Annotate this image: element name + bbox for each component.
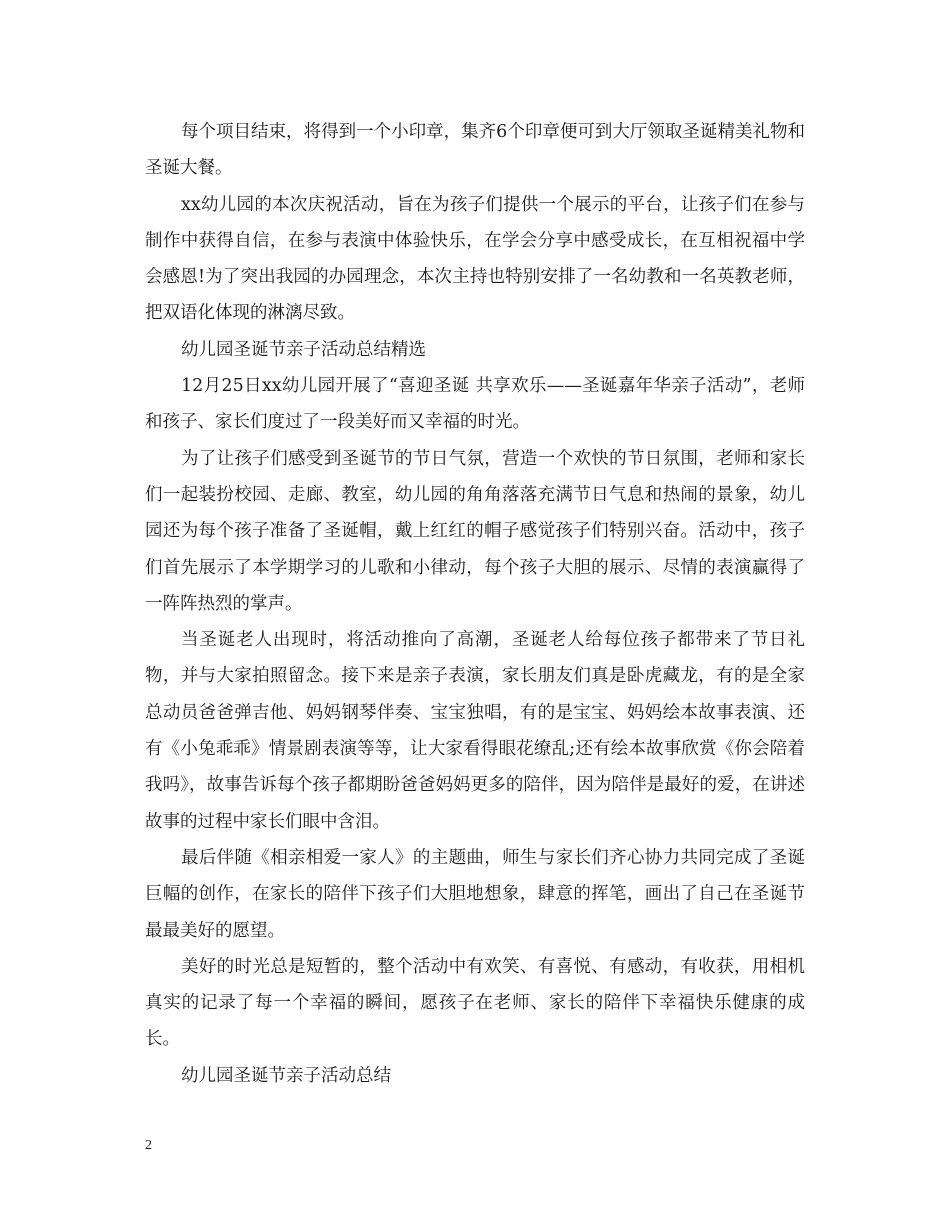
- paragraph-event-intro: 12月25日xx幼儿园开展了“喜迎圣诞 共享欢乐——圣诞嘉年华亲子活动”，老师和孩子、家长们度过了一段美好而又幸福的时光。: [145, 376, 805, 433]
- paragraph-santa-performances: 当圣诞老人出现时，将活动推向了高潮，圣诞老人给每位孩子都带来了节日礼物，并与大家拍照留念。接下来是亲子表演，家长朋友们真是卧虎藏龙，有的是全家总动员爸爸弹吉他、妈妈钢琴伴奏、宝宝独唱，有的是宝宝、妈妈绘本故事表演、还有《小兔乖乖》情景剧表演等等，让大家看得眼花缭乱;还有绘本故事欣赏《你会陪着我吗》，故事告诉每个孩子都期盼爸爸妈妈更多的陪伴，因为陪伴是最好的爱，在讲述故事的过程中家长们眼中含泪。: [145, 630, 805, 832]
- document-body: [145, 114, 805, 1094]
- paragraph-happy-moments: 美好的时光总是短暂的，整个活动中有欢笑、有喜悦、有感动，有收获，用相机真实的记录了每一个幸福的瞬间，愿孩子在老师、家长的陪伴下幸福快乐健康的成长。: [145, 956, 805, 1050]
- section-heading-summary-selected: 幼儿园圣诞节亲子活动总结精选: [181, 339, 426, 360]
- paragraph-festive-atmosphere: 为了让孩子们感受到圣诞节的节日气氛，营造一个欢快的节日氛围，老师和家长们一起装扮校园、走廊、教室，幼儿园的角角落落充满节日气息和热闹的景象，幼儿园还为每个孩子准备了圣诞帽，戴上红红的帽子感觉孩子们特别兴奋。活动中，孩子们首先展示了本学期学习的儿歌和小律动，每个孩子大胆的展示、尽情的表演赢得了一阵阵热烈的掌声。: [145, 448, 805, 614]
- paragraph-group-painting: 最后伴随《相亲相爱一家人》的主题曲，师生与家长们齐心协力共同完成了圣诞巨幅的创作，在家长的陪伴下孩子们大胆地想象，肆意的挥笔，画出了自己在圣诞节最最美好的愿望。: [145, 847, 805, 941]
- paragraph-prize-stamps: 每个项目结束，将得到一个小印章，集齐6个印章便可到大厅领取圣诞精美礼物和圣诞大餐。: [145, 122, 805, 179]
- page-number: 2: [145, 1138, 152, 1153]
- paragraph-celebration-purpose: xx幼儿园的本次庆祝活动，旨在为孩子们提供一个展示的平台，让孩子们在参与制作中获得自信，在参与表演中体验快乐，在学会分享中感受成长，在互相祝福中学会感恩!为了突出我园的办园理念，本次主持也特别安排了一名幼教和一名英教老师，把双语化体现的淋漓尽致。: [145, 194, 805, 324]
- section-heading-summary: 幼儿园圣诞节亲子活动总结: [181, 1065, 391, 1086]
